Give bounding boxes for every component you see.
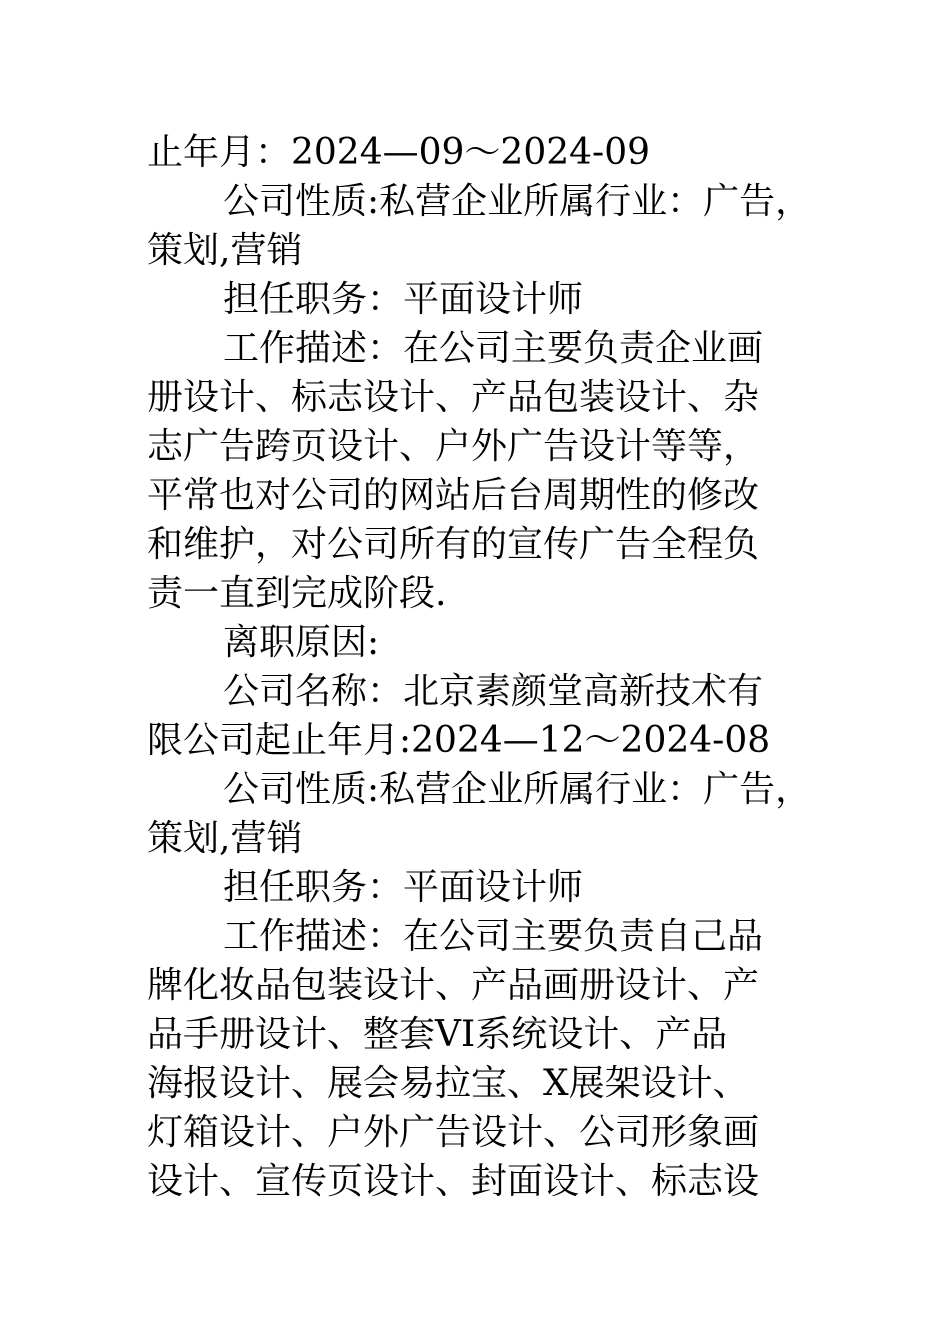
text-line: 牌化妆品包装设计、产品画册设计、产 [147,965,760,1006]
text-line: 策划,营销 [147,818,303,859]
text-line: 册设计、标志设计、产品包装设计、杂 [147,377,760,418]
text-line: 限公司起止年月:2024—12～2024-08 [147,720,771,761]
text-line: 海报设计、展会易拉宝、X展架设计、 [147,1063,749,1104]
text-line: 责一直到完成阶段. [147,573,447,614]
text-line: 志广告跨页设计、户外广告设计等等， [147,426,760,467]
text-line: 担任职务：平面设计师 [223,279,584,320]
text-line: 灯箱设计、户外广告设计、公司形象画 [147,1112,760,1153]
text-line: 担任职务：平面设计师 [223,867,584,908]
text-line: 止年月：2024—09～2024-09 [147,132,651,173]
text-line: 工作描述：在公司主要负责自己品 [223,916,764,957]
text-line: 公司性质:私营企业所属行业：广告， [223,769,812,810]
document-body [147,128,837,1206]
text-line: 策划,营销 [147,230,303,271]
text-line: 设计、宣传页设计、封面设计、标志设 [147,1161,760,1202]
text-line: 平常也对公司的网站后台周期性的修改 [147,475,760,516]
text-line: 和维护，对公司所有的宣传广告全程负 [147,524,760,565]
text-line: 工作描述：在公司主要负责企业画 [223,328,764,369]
text-line: 离职原因: [223,622,380,663]
text-line: 公司名称：北京素颜堂高新技术有 [223,671,764,712]
text-line: 品手册设计、整套VI系统设计、产品 [147,1014,728,1055]
text-line: 公司性质:私营企业所属行业：广告， [223,181,812,222]
